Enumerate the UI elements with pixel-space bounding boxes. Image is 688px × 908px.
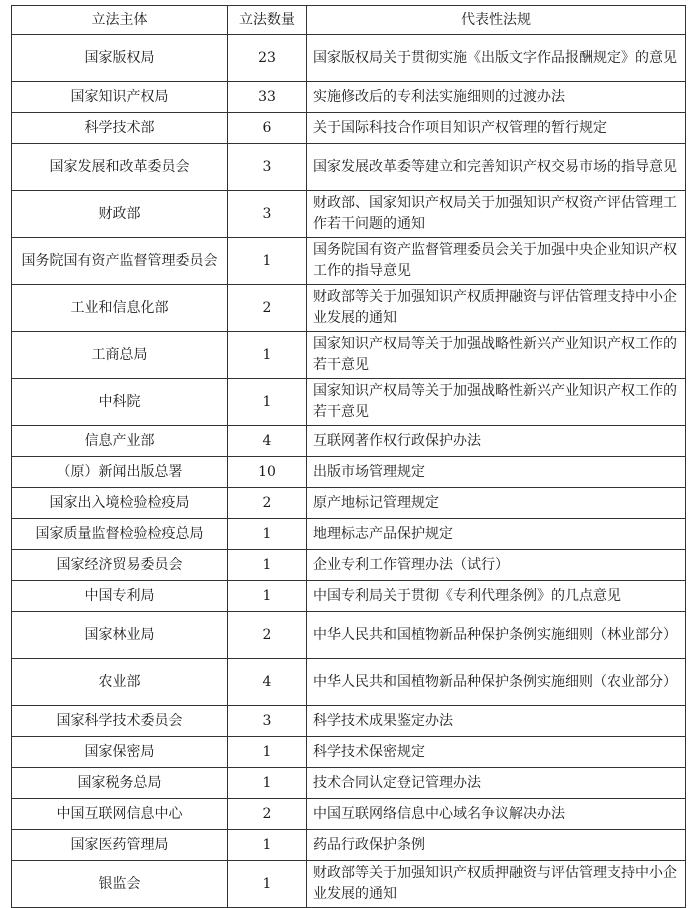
table-row (12, 426, 686, 457)
header-count: 立法数量 (228, 6, 307, 35)
count-cell: 2 (228, 488, 307, 519)
table-row (12, 737, 686, 768)
count-cell: 6 (228, 113, 307, 144)
count-cell: 2 (228, 285, 307, 332)
law-cell: 互联网著作权行政保护办法 (307, 426, 686, 457)
table-row (12, 332, 686, 379)
subject-cell: 国家林业局 (12, 612, 228, 659)
count-cell: 4 (228, 659, 307, 706)
table-row (12, 768, 686, 799)
table-row (12, 191, 686, 238)
law-cell: 技术合同认定登记管理办法 (307, 768, 686, 799)
subject-cell: 工商总局 (12, 332, 228, 379)
law-cell: 财政部、国家知识产权局关于加强知识产权资产评估管理工作若干问题的通知 (307, 191, 686, 238)
count-cell: 2 (228, 799, 307, 830)
count-cell: 1 (228, 830, 307, 861)
table-row (12, 799, 686, 830)
count-cell: 2 (228, 612, 307, 659)
header-subject: 立法主体 (12, 6, 228, 35)
table-row (12, 457, 686, 488)
count-cell: 23 (228, 35, 307, 82)
law-cell: 财政部等关于加强知识产权质押融资与评估管理支持中小企业发展的通知 (307, 285, 686, 332)
count-cell: 1 (228, 768, 307, 799)
subject-cell: 国家经济贸易委员会 (12, 550, 228, 581)
subject-cell: 工业和信息化部 (12, 285, 228, 332)
law-cell: 中华人民共和国植物新品种保护条例实施细则（农业部分） (307, 659, 686, 706)
header-law: 代表性法规 (307, 6, 686, 35)
subject-cell: 信息产业部 (12, 426, 228, 457)
law-cell: 国家知识产权局等关于加强战略性新兴产业知识产权工作的若干意见 (307, 379, 686, 426)
subject-cell: 中国专利局 (12, 581, 228, 612)
table-row (12, 488, 686, 519)
table-row (12, 379, 686, 426)
subject-cell: 农业部 (12, 659, 228, 706)
subject-cell: 国家知识产权局 (12, 82, 228, 113)
subject-cell: 国家保密局 (12, 737, 228, 768)
table-row (12, 519, 686, 550)
subject-cell: 国家发展和改革委员会 (12, 144, 228, 191)
count-cell: 1 (228, 332, 307, 379)
count-cell: 33 (228, 82, 307, 113)
table-row (12, 550, 686, 581)
law-cell: 出版市场管理规定 (307, 457, 686, 488)
table-body (12, 35, 686, 908)
table-row (12, 113, 686, 144)
law-cell: 中国互联网络信息中心域名争议解决办法 (307, 799, 686, 830)
table-row (12, 581, 686, 612)
law-cell: 国家发展改革委等建立和完善知识产权交易市场的指导意见 (307, 144, 686, 191)
table-row (12, 659, 686, 706)
count-cell: 1 (228, 550, 307, 581)
law-cell: 关于国际科技合作项目知识产权管理的暂行规定 (307, 113, 686, 144)
law-cell: 国家知识产权局等关于加强战略性新兴产业知识产权工作的若干意见 (307, 332, 686, 379)
count-cell: 1 (228, 379, 307, 426)
count-cell: 3 (228, 706, 307, 737)
table-row (12, 830, 686, 861)
subject-cell: 银监会 (12, 861, 228, 908)
law-cell: 原产地标记管理规定 (307, 488, 686, 519)
table-row (12, 285, 686, 332)
subject-cell: （原）新闻出版总署 (12, 457, 228, 488)
law-cell: 财政部等关于加强知识产权质押融资与评估管理支持中小企业发展的通知 (307, 861, 686, 908)
subject-cell: 科学技术部 (12, 113, 228, 144)
subject-cell: 财政部 (12, 191, 228, 238)
law-cell: 科学技术成果鉴定办法 (307, 706, 686, 737)
table-row (12, 82, 686, 113)
table-row (12, 35, 686, 82)
subject-cell: 国家质量监督检验检疫总局 (12, 519, 228, 550)
subject-cell: 国家税务总局 (12, 768, 228, 799)
law-cell: 中华人民共和国植物新品种保护条例实施细则（林业部分） (307, 612, 686, 659)
count-cell: 1 (228, 238, 307, 285)
law-cell: 科学技术保密规定 (307, 737, 686, 768)
law-cell: 中国专利局关于贯彻《专利代理条例》的几点意见 (307, 581, 686, 612)
subject-cell: 中科院 (12, 379, 228, 426)
subject-cell: 国务院国有资产监督管理委员会 (12, 238, 228, 285)
subject-cell: 中国互联网信息中心 (12, 799, 228, 830)
law-cell: 国家版权局关于贯彻实施《出版文字作品报酬规定》的意见 (307, 35, 686, 82)
law-cell: 企业专利工作管理办法（试行） (307, 550, 686, 581)
count-cell: 3 (228, 191, 307, 238)
subject-cell: 国家科学技术委员会 (12, 706, 228, 737)
count-cell: 1 (228, 519, 307, 550)
table-row (12, 238, 686, 285)
table-row (12, 706, 686, 737)
count-cell: 1 (228, 737, 307, 768)
law-cell: 国务院国有资产监督管理委员会关于加强中央企业知识产权工作的指导意见 (307, 238, 686, 285)
table-row (12, 144, 686, 191)
count-cell: 10 (228, 457, 307, 488)
subject-cell: 国家医药管理局 (12, 830, 228, 861)
count-cell: 1 (228, 581, 307, 612)
law-cell: 实施修改后的专利法实施细则的过渡办法 (307, 82, 686, 113)
count-cell: 3 (228, 144, 307, 191)
header-row (12, 6, 686, 35)
law-cell: 地理标志产品保护规定 (307, 519, 686, 550)
count-cell: 1 (228, 861, 307, 908)
subject-cell: 国家版权局 (12, 35, 228, 82)
subject-cell: 国家出入境检验检疫局 (12, 488, 228, 519)
law-cell: 药品行政保护条例 (307, 830, 686, 861)
table-row (12, 861, 686, 908)
table-row (12, 612, 686, 659)
legislation-table (11, 5, 686, 908)
count-cell: 4 (228, 426, 307, 457)
